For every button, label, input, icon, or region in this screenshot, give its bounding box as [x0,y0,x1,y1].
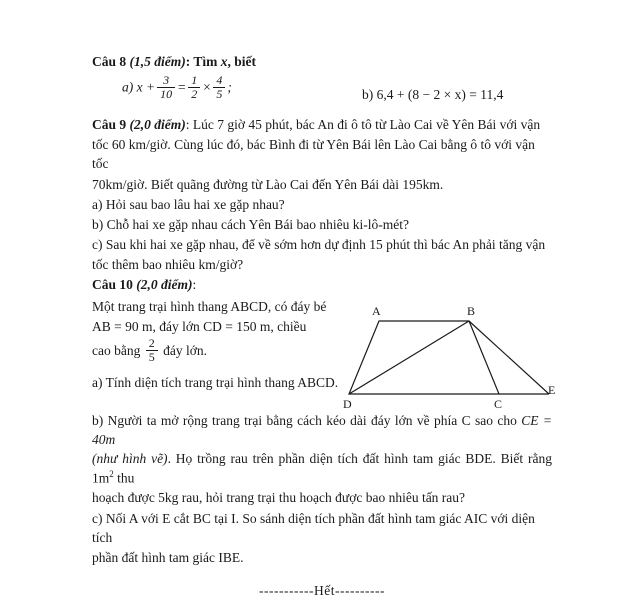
fraction-3-10 [157,74,175,101]
question-10-part-b-text-2: . Họ trồng rau trên phần diện tích đất hình tam giác BDE. Biết rằng 1m [92,450,552,486]
question-10-line-3-tail: đáy lớn. [163,342,207,358]
trapezoid-diagram-svg [334,299,574,411]
question-9-label: Câu 9 [92,117,127,133]
question-9-body-line-2: tốc 60 km/giờ. Cùng lúc đó, bác Bình đi từ Yên Bái lên Lào Cai bằng ô tô với vận tốc [92,137,535,172]
fraction-1-2-denominator: 2 [188,87,200,101]
question-10-heading [92,275,552,294]
question-8-label: Câu 8 [92,54,127,69]
fraction-4-5-numerator: 4 [216,73,223,88]
segment-be [469,321,549,394]
question-9-points: (2,0 điểm) [129,117,186,133]
fraction-2-5-numerator: 2 [148,336,155,351]
question-8-variable: x [220,54,228,69]
fraction-3-10-numerator: 3 [163,73,170,88]
fraction-2-5-denominator: 5 [146,350,158,364]
question-8-part-a-label: a) [122,79,134,95]
question-8-part-a-lead: x + [136,79,156,95]
question-10-line-1: Một trang trại hình thang ABCD, có đáy bé [92,298,327,314]
question-10-line-2: AB = 90 m, đáy lớn CD = 150 m, chiều [92,318,307,334]
question-10-label: Câu 10 [92,277,133,293]
question-9-body-line-3: 70km/giờ. Biết quãng đường từ Lào Cai đến Yên Bái dài 195km. [92,176,444,192]
question-10-square-exponent: 2 [109,469,114,480]
question-10-part-c-line-2: phần đất hình tam giác IBE. [92,550,244,566]
question-10-body [92,297,556,411]
question-10-points: (2,0 điểm) [136,277,193,293]
question-9-part-c-line-2: tốc thêm bao nhiêu km/giờ? [92,257,244,273]
question-9-heading [92,115,552,134]
question-9-heading-text: : Lúc 7 giờ 45 phút, bác An đi ô tô từ Lào Cai về Yên Bái với vận [185,117,541,133]
figure-label-b: B [467,303,476,318]
question-10-part-b-text-4: hoạch được 5kg rau, hỏi trang trại thu hoạch được bao nhiêu tấn rau? [92,489,466,505]
question-8-heading-tail: , biết [227,54,257,69]
question-8-part-a [122,75,232,102]
document-footer: -----------Hết---------- [259,583,385,599]
question-8-heading-text: : Tìm [185,54,221,69]
fraction-1-2 [188,74,200,101]
question-10-part-b-note: (như hình vẽ) [92,450,168,466]
question-8-part-b-expr: 6,4 + (8 − 2 × x) = 11,4 [376,87,504,103]
question-10-part-b [92,411,552,507]
fraction-1-2-numerator: 1 [191,73,198,88]
trapezoid-figure [334,299,574,411]
question-8-parts [92,75,552,115]
question-8-part-b-label: b) [362,87,374,103]
question-10-heading-text: : [192,277,197,293]
question-10-line-3 [92,337,347,365]
question-8-heading [92,52,552,71]
figure-label-d: D [343,396,352,411]
fraction-2-5 [146,337,158,364]
segment-db [349,321,469,394]
figure-label-a: A [372,303,381,318]
trapezoid-abcd [349,321,499,394]
question-9-part-a: a) Hỏi sau bao lâu hai xe gặp nhau? [92,196,285,212]
question-10-part-b-text-3: thu [113,470,135,486]
question-8-part-a-end: ; [227,79,232,95]
question-8-part-b [362,85,503,104]
fraction-4-5 [213,74,225,101]
question-8-points: (1,5 điểm) [129,54,186,69]
exam-content [92,52,556,600]
question-10-text-column [92,297,347,393]
question-10-part-b-text-1: b) Người ta mở rộng trang trại bằng cách kéo dài đáy lớn về phía C sao cho [92,412,522,428]
question-9-part-b: b) Chỗ hai xe gặp nhau cách Yên Bái bao nhiêu ki-lô-mét? [92,216,410,232]
question-10-line-3-lead: cao bằng [92,342,141,358]
question-8-times: × [202,79,212,95]
fraction-3-10-denominator: 10 [157,87,175,101]
question-10-part-c-line-1: c) Nối A với E cắt BC tại I. So sánh diện tích phần đất hình tam giác AIC với diện tích [92,510,535,545]
question-8-equals: = [177,79,187,95]
question-9-part-c-line-1: c) Sau khi hai xe gặp nhau, để về sớm hơn dự định 15 phút thì bác An phải tăng vận [92,237,546,253]
question-10-part-a: a) Tính diện tích trang trại hình thang ABCD. [92,375,339,391]
question-10-ce-value: CE = 40m [92,412,552,447]
figure-label-e: E [548,382,556,397]
figure-label-c: C [494,396,503,411]
fraction-4-5-denominator: 5 [213,87,225,101]
